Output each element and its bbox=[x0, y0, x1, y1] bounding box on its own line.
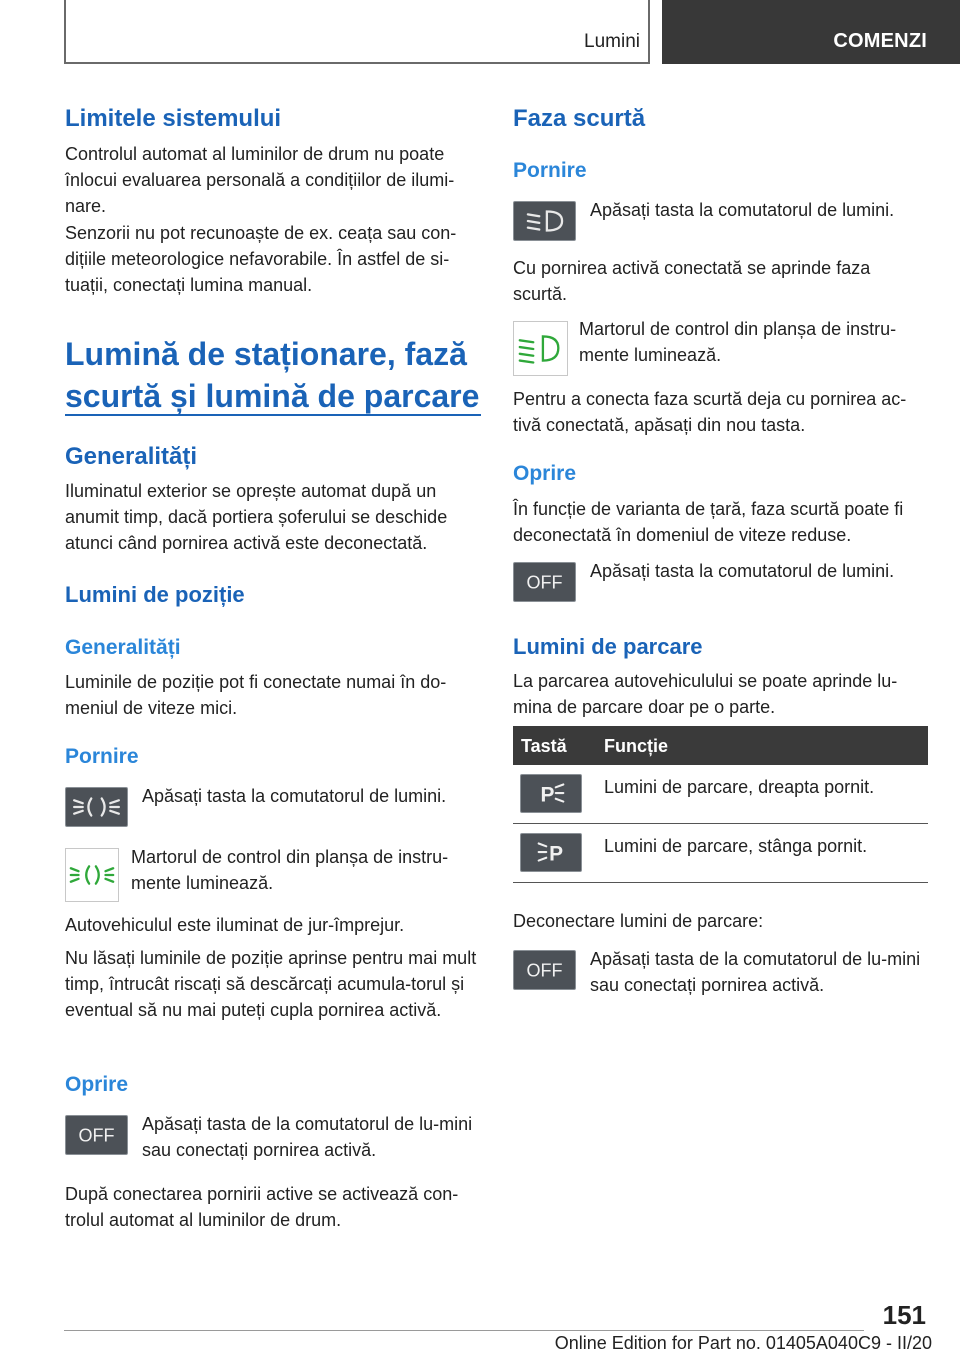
right-indicator-text: Martorul de control din planșa de instru-mente luminează. bbox=[579, 319, 897, 365]
svg-text:OFF: OFF bbox=[526, 960, 563, 981]
svg-text:OFF: OFF bbox=[526, 572, 563, 593]
right-off-press-text: Apăsați tasta la comutatorul de lumini. bbox=[590, 561, 895, 581]
main-heading-line-2: scurtă și lumină de parcare bbox=[65, 378, 480, 414]
right-on-heading: Pornire bbox=[513, 159, 587, 182]
low-beam-on-paragraph: Cu pornirea activă conectată se aprinde faza scurtă. bbox=[513, 258, 871, 304]
parking-lights-table bbox=[513, 726, 928, 883]
parking-lights-heading: Lumini de parcare bbox=[513, 634, 703, 659]
off-button-label bbox=[514, 563, 575, 601]
table-header bbox=[513, 726, 928, 765]
table-row bbox=[513, 765, 928, 824]
position-general-heading: Generalități bbox=[65, 636, 181, 659]
general-paragraph: Iluminatul exterior se oprește automat după un anumit timp, dacă portiera șoferului se deschide atunci când pornirea activă este deconectată. bbox=[65, 481, 448, 553]
right-off-button bbox=[513, 562, 576, 602]
after-activation-paragraph: După conectarea pornirii active se activează con-trolul automat al luminilor de drum. bbox=[65, 1184, 459, 1230]
position-lights-heading: Lumini de poziție bbox=[65, 582, 245, 607]
system-limits-paragraph-2: Senzorii nu pot recunoaște de ex. ceața sau con-dițiile meteorologice nefavorabile. În astfel de si-tuații, conectați lumina manual. bbox=[65, 223, 457, 295]
table-row bbox=[513, 824, 928, 883]
battery-warning-paragraph: Nu lăsați luminile de poziție aprinse pentru mai mult timp, întrucât riscați să descărcați acumula-torul și eventual să nu mai puteți cupla pornirea activă. bbox=[65, 948, 477, 1020]
footer-divider bbox=[64, 1330, 864, 1331]
low-beam-indicator-icon bbox=[514, 322, 567, 375]
position-indicator-icon bbox=[66, 849, 118, 901]
page-number: 151 bbox=[882, 1300, 926, 1330]
position-lights-button bbox=[65, 787, 128, 827]
section-title: Lumini bbox=[584, 31, 640, 52]
main-heading-line-1: Lumină de staționare, fază bbox=[65, 336, 467, 372]
chapter-tab: COMENZI bbox=[662, 0, 960, 64]
low-beam-heading: Faza scurtă bbox=[513, 105, 646, 132]
table-header-key: Tastă bbox=[521, 736, 567, 756]
parking-off-button bbox=[513, 950, 576, 990]
right-off-heading: Oprire bbox=[513, 462, 577, 485]
low-beam-again-paragraph: Pentru a conecta faza scurtă deja cu pornirea ac-tivă conectată, apăsați din nou tasta. bbox=[513, 389, 907, 435]
table-cell-function: Lumini de parcare, dreapta pornit. bbox=[604, 777, 875, 797]
svg-text:P: P bbox=[540, 783, 555, 807]
lit-around-text: Autovehiculul este iluminat de jur-împrejur. bbox=[65, 915, 405, 935]
header-frame bbox=[64, 0, 650, 64]
position-general-paragraph: Luminile de poziție pot fi conectate numai în do-meniul de viteze mici. bbox=[65, 672, 447, 718]
position-lights-icon bbox=[66, 788, 127, 826]
parking-lights-paragraph: La parcarea autovehiculului se poate aprinde lu-mina de parcare doar pe o parte. bbox=[513, 671, 898, 717]
left-on-heading: Pornire bbox=[65, 745, 139, 768]
system-limits-heading: Limitele sistemului bbox=[65, 105, 282, 132]
right-on-press-text: Apăsați tasta la comutatorul de lumini. bbox=[590, 200, 895, 220]
parking-light-right-button bbox=[520, 774, 582, 813]
svg-text:OFF: OFF bbox=[78, 1125, 115, 1146]
left-on-press-text: Apăsați tasta la comutatorul de lumini. bbox=[142, 786, 447, 806]
low-beam-indicator-lamp bbox=[513, 321, 568, 376]
left-off-press-text: Apăsați tasta de la comutatorul de lu-mini sau conectați pornirea activă. bbox=[142, 1114, 473, 1160]
table-header-function: Funcție bbox=[604, 736, 669, 756]
table-cell-function: Lumini de parcare, stânga pornit. bbox=[604, 836, 868, 856]
parking-light-right-icon bbox=[521, 775, 581, 812]
off-button-label bbox=[66, 1116, 127, 1154]
left-off-heading: Oprire bbox=[65, 1073, 129, 1096]
svg-text:P: P bbox=[549, 842, 564, 866]
position-indicator-lamp bbox=[65, 848, 119, 902]
general-heading: Generalități bbox=[65, 443, 198, 470]
left-indicator-text: Martorul de control din planșa de instru-mente luminează. bbox=[131, 847, 449, 893]
low-beam-icon bbox=[514, 202, 575, 240]
heading-underline bbox=[65, 414, 481, 416]
deactivate-parking-press-text: Apăsați tasta de la comutatorul de lu-mini sau conectați pornirea activă. bbox=[590, 949, 921, 995]
main-section-heading bbox=[65, 333, 485, 417]
deactivate-parking-label: Deconectare lumini de parcare: bbox=[513, 911, 764, 931]
footer-edition: Online Edition for Part no. 01405A040C9 - II/20 bbox=[554, 1333, 932, 1353]
low-beam-button bbox=[513, 201, 576, 241]
left-off-button bbox=[65, 1115, 128, 1155]
parking-light-left-button bbox=[520, 833, 582, 872]
off-button-label bbox=[514, 951, 575, 989]
system-limits-paragraph-1: Controlul automat al luminilor de drum nu poate înlocui evaluarea personală a condițiilor de ilumi-nare. bbox=[65, 144, 455, 216]
low-beam-off-paragraph: În funcție de varianta de țară, faza scurtă poate fi deconectată în domeniul de viteze reduse. bbox=[513, 499, 904, 545]
parking-light-left-icon bbox=[521, 834, 581, 871]
